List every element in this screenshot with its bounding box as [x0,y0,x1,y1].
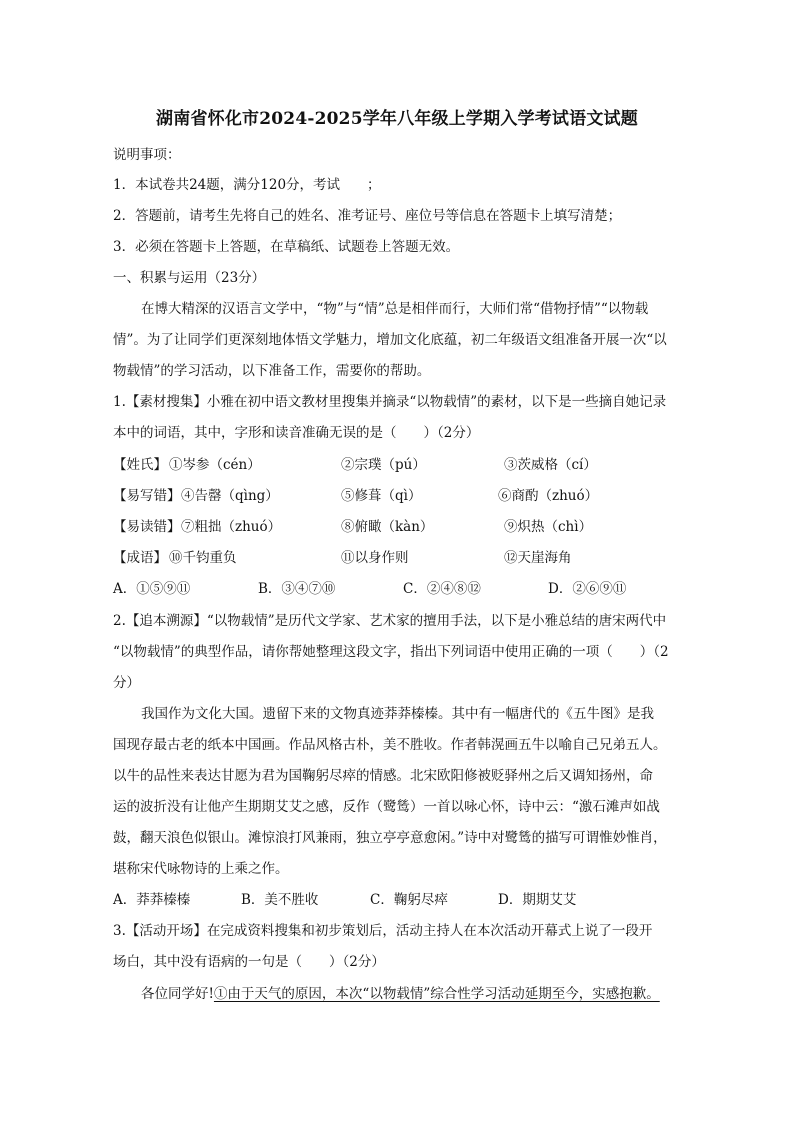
question-3-stem: 3.【活动开场】在完成资料搜集和初步策划后，活动主持人在本次活动开幕式上说了一段开 [113,923,653,939]
instructions-heading: 说明事项： [113,147,181,163]
q1-row-item: ⑧俯瞰（kàn） [341,519,434,535]
q2-option-c[interactable]: C．鞠躬尽瘁 [370,892,448,908]
q2-option-b[interactable]: B．美不胜收 [241,892,319,908]
q1-row-item: ⑨炽热（chì） [504,519,593,535]
q1-option-d[interactable]: D．②⑥⑨⑪ [548,581,627,597]
q2-passage-line: 我国作为文化大国。遗留下来的文物真迹莽莽榛榛。其中有一幅唐代的《五牛图》是我 [141,706,654,722]
q2-passage-line: 鼓，翻天浪色似银山。滩惊浪打风兼雨，独立亭亭意愈闲。”诗中对鹭鸶的描写可谓惟妙惟肖， [113,830,667,846]
question-1-stem: 1.【素材搜集】小雅在初中语文教材里搜集并摘录“以物载情”的素材，以下是一些摘自她记录 [113,394,667,410]
q3-greeting: 各位同学好! [141,986,214,1002]
q1-option-b[interactable]: B．③④⑦⑩ [258,581,336,597]
q2-passage-line: 以牛的品性来表达甘愿为君为国鞠躬尽瘁的情感。北宋欧阳修被贬驿州之后又调知扬州，命 [113,768,653,784]
q1-row-item: ⑥商酌（zhuó） [498,488,599,504]
q2-passage-line: 运的波折没有让他产生期期艾艾之感，反作（鹭鸶）一首以咏心怀，诗中云：“激石滩声如战 [113,799,660,815]
q1-row-label: 【姓氏】 [113,457,167,473]
q1-row-item: ④告罄（qìng） [181,488,279,504]
q2-passage-line: 国现存最古老的纸本中国画。作品风格古朴，美不胜收。作者韩滉画五牛以喻自己兄弟五人。 [113,737,667,753]
section-heading: 一、积累与运用（23分） [113,270,266,286]
q2-passage-line: 堪称宋代咏物诗的上乘之作。 [113,861,289,877]
q1-option-a[interactable]: A．①⑤⑨⑪ [113,581,191,597]
question-2-stem: “以物载情”的典型作品，请你帮她整理这段文字，指出下列词语中使用正确的一项（ ）（2 [113,644,669,660]
question-3-stem: 场白，其中没有语病的一句是（ ）（2分） [113,954,385,970]
section-intro-line: 物载情”的学习活动，以下准备工作，需要你的帮助。 [113,363,431,379]
instruction-item: 1．本试卷共24题，满分120分，考试 ； [113,177,381,193]
q1-row-item: ⑫天崖海角 [504,550,572,566]
question-2-stem: 分） [113,675,140,691]
q1-row-label: 【易读错】 [113,519,181,535]
q1-row-item: ⑪以身作则 [341,550,409,566]
section-intro-line: 情”。为了让同学们更深刻地体悟文学魅力，增加文化底蕴，初二年级语文组准备开展一次“以 [113,332,667,348]
question-1-stem: 本中的词语，其中，字形和读音准确无误的是（ ）（2分） [113,425,480,441]
q2-option-a[interactable]: A．莽莽榛榛 [113,892,191,908]
page-title: 湖南省怀化市2024-2025学年八年级上学期入学考试语文试题 [156,109,638,129]
q1-row-item: ⑤修葺（qì） [341,488,422,504]
q1-row-label: 【成语】 [113,550,167,566]
q2-option-d[interactable]: D．期期艾艾 [498,892,577,908]
q1-row-item: ⑩千钧重负 [169,550,237,566]
section-intro-line: 在博大精深的汉语言文学中，“物”与“情”总是相伴而行，大师们常“借物抒情”“以物载 [141,301,649,317]
instruction-item: 3．必须在答题卡上答题，在草稿纸、试题卷上答题无效。 [113,239,460,255]
q1-row-item: ②宗璞（pú） [341,457,426,473]
q1-row-item: ③茨威格（cí） [504,457,597,473]
q1-row-label: 【易写错】 [113,488,181,504]
instruction-item: 2．答题前，请考生先将自己的姓名、准考证号、座位号等信息在答题卡上填写清楚； [113,208,622,224]
q3-underlined-sentence: ①由于天气的原因，本次“以物载情”综合性学习活动延期至今，实感抱歉。 [213,986,660,1002]
q1-row-item: ⑦粗拙（zhuó） [181,519,282,535]
q1-option-c[interactable]: C．②④⑧⑫ [403,581,481,597]
q3-opening-line [141,985,721,1003]
question-2-stem: 2.【追本溯源】“以物载情”是历代文学家、艺术家的擅用手法，以下是小雅总结的唐宋两代中 [113,613,667,629]
q1-row-item: ①岑参（cén） [169,457,261,473]
